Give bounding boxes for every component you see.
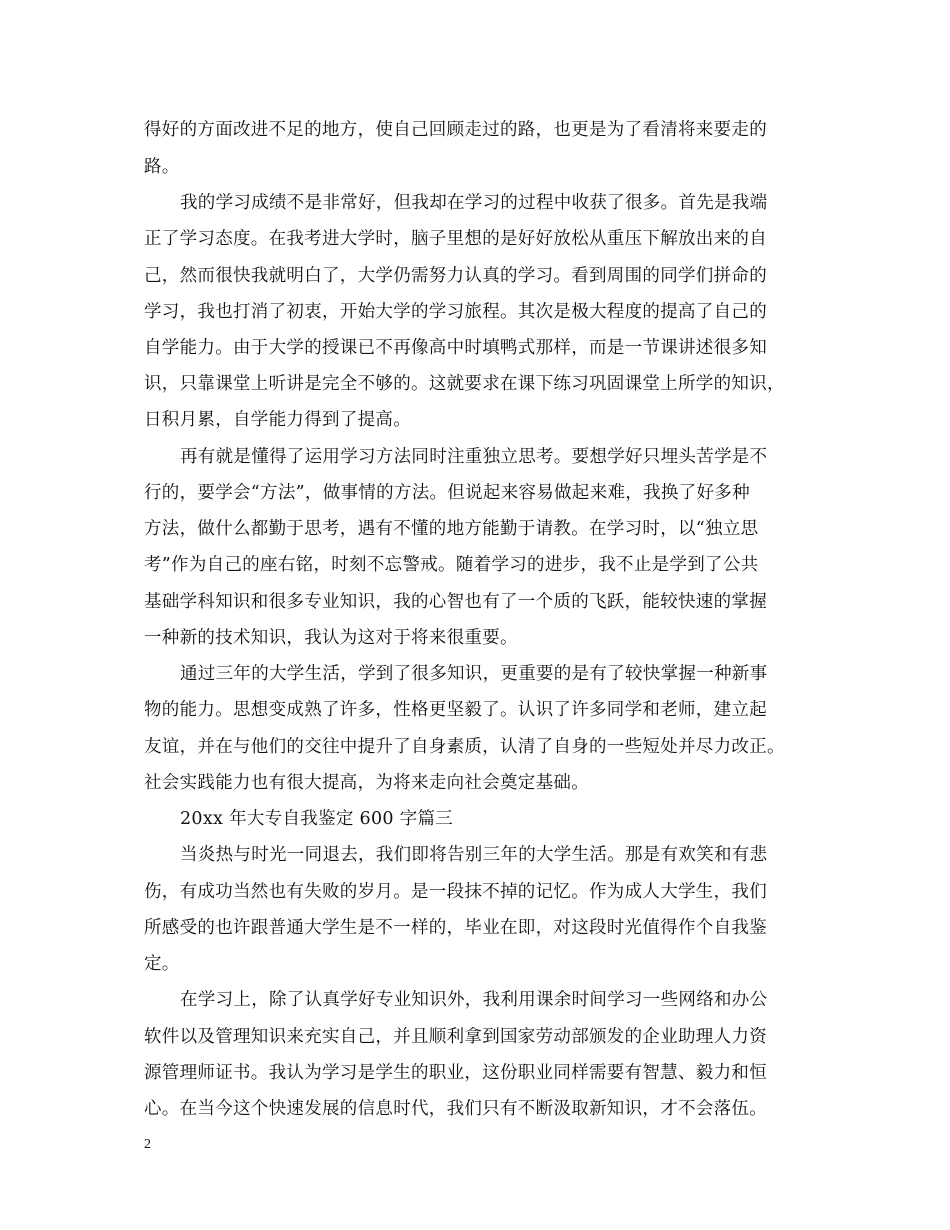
paragraph-line: 所感受的也许跟普通大学生是不一样的，毕业在即，对这段时光值得作个自我鉴 [144,918,767,938]
paragraph-line: 物的能力。思想变成熟了许多，性格更坚毅了。认识了许多同学和老师，建立起 [144,700,767,720]
paragraph-line: 路。 [144,157,180,177]
paragraph-line: 我的学习成绩不是非常好，但我却在学习的过程中收获了很多。首先是我端 [180,193,768,213]
paragraph-line: 友谊，并在与他们的交往中提升了自身素质，认清了自身的一些短处并尽力改正。 [144,737,785,757]
paragraph-line: 源管理师证书。我认为学习是学生的职业，这份职业同样需要有智慧、毅力和恒 [144,1063,767,1083]
paragraph-line: 心。在当今这个快速发展的信息时代，我们只有不断汲取新知识，才不会落伍。 [144,1099,767,1119]
paragraph-line: 定。 [144,954,180,974]
paragraph-line: 伤，有成功当然也有失败的岁月。是一段抹不掉的记忆。作为成人大学生，我们 [144,882,767,902]
paragraph-line: 得好的方面改进不足的地方，使自己回顾走过的路，也更是为了看清将来要走的 [144,120,767,140]
paragraph-line: 基础学科知识和很多专业知识，我的心智也有了一个质的飞跃，能较快速的掌握 [144,592,767,612]
paragraph-line: 行的，要学会“方法”，做事情的方法。但说起来容易做起来难，我换了好多种 [144,483,750,503]
paragraph-line: 软件以及管理知识来充实自己，并且顺利拿到国家劳动部颁发的企业助理人力资 [144,1027,767,1047]
paragraph-line: 再有就是懂得了运用学习方法同时注重独立思考。要想学好只埋头苦学是不 [180,447,768,467]
section-heading: 20xx 年大专自我鉴定 600 字篇三 [180,809,454,829]
paragraph-line: 方法，做什么都勤于思考，遇有不懂的地方能勤于请教。在学习时，以“独立思 [144,519,759,539]
paragraph-line: 识，只靠课堂上听讲是完全不够的。这就要求在课下练习巩固课堂上所学的知识， [144,374,785,394]
page-number: 2 [144,1137,151,1152]
paragraph-line: 自学能力。由于大学的授课已不再像高中时填鸭式那样，而是一节课讲述很多知 [144,338,767,358]
paragraph-line: 社会实践能力也有很大提高，为将来走向社会奠定基础。 [144,773,589,793]
paragraph-line: 一种新的技术知识，我认为这对于将来很重要。 [144,628,518,648]
paragraph-line: 通过三年的大学生活，学到了很多知识，更重要的是有了较快掌握一种新事 [180,664,768,684]
paragraph-line: 当炎热与时光一同退去，我们即将告别三年的大学生活。那是有欢笑和有悲 [180,845,768,865]
paragraph-line: 学习，我也打消了初衷，开始大学的学习旅程。其次是极大程度的提高了自己的 [144,302,767,322]
paragraph-line: 正了学习态度。在我考进大学时，脑子里想的是好好放松从重压下解放出来的自 [144,229,767,249]
paragraph-line: 日积月累，自学能力得到了提高。 [144,410,411,430]
paragraph-line: 考”作为自己的座右铭，时刻不忘警戒。随着学习的进步，我不止是学到了公共 [144,555,759,575]
paragraph-line: 己，然而很快我就明白了，大学仍需努力认真的学习。看到周围的同学们拼命的 [144,266,767,286]
paragraph-line: 在学习上，除了认真学好专业知识外，我利用课余时间学习一些网络和办公 [180,990,768,1010]
